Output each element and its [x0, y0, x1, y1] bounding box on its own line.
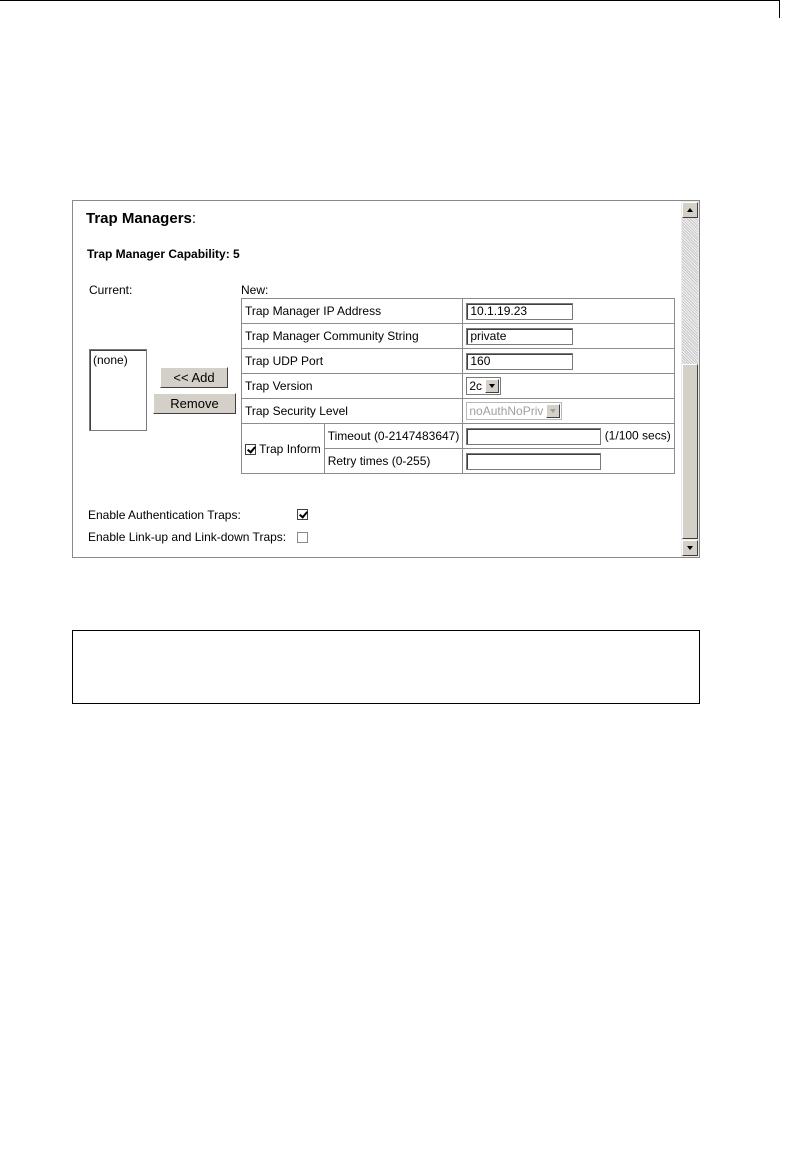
- table-row: [242, 324, 675, 349]
- udp-port-cell: [463, 349, 674, 374]
- community-cell: [463, 324, 674, 349]
- timeout-cell: [463, 424, 674, 449]
- title-colon: :: [191, 210, 197, 227]
- ip-address-label: Trap Manager IP Address: [242, 299, 463, 324]
- add-button[interactable]: << Add: [160, 367, 228, 388]
- version-select[interactable]: [466, 377, 501, 395]
- note-box: [72, 630, 700, 704]
- udp-port-label: Trap UDP Port: [242, 349, 463, 374]
- enable-link-traps-label: Enable Link-up and Link-down Traps:: [88, 530, 287, 544]
- retry-input[interactable]: [466, 453, 601, 470]
- security-level-select: [466, 402, 562, 420]
- security-label: Trap Security Level: [242, 399, 463, 424]
- page-title: [86, 210, 196, 227]
- udp-port-input[interactable]: 160: [466, 353, 573, 370]
- trap-inform-checkbox[interactable]: [245, 444, 256, 455]
- page-corner-mark: [779, 0, 780, 18]
- list-item[interactable]: (none): [93, 353, 128, 367]
- timeout-input[interactable]: [466, 428, 601, 445]
- trap-inform-cell: [242, 424, 325, 474]
- scroll-track[interactable]: [682, 218, 698, 364]
- version-value: 2c: [469, 379, 483, 393]
- trap-inform-label: Trap Inform: [259, 441, 321, 456]
- scroll-down-icon[interactable]: [682, 540, 698, 556]
- chevron-down-icon: [546, 404, 560, 418]
- panel-content: [73, 201, 681, 557]
- enable-auth-traps-label: Enable Authentication Traps:: [88, 508, 241, 522]
- security-level-value: noAuthNoPriv: [469, 404, 544, 418]
- remove-button[interactable]: Remove: [153, 393, 236, 414]
- new-trap-manager-table: [241, 298, 675, 474]
- title-text: Trap Managers: [86, 210, 192, 227]
- vertical-scrollbar[interactable]: [681, 201, 699, 557]
- retry-cell: [463, 449, 674, 474]
- security-cell: [463, 399, 674, 424]
- table-row: [242, 299, 675, 324]
- table-row: [242, 349, 675, 374]
- chevron-down-icon[interactable]: [485, 379, 499, 393]
- new-label: New:: [241, 283, 269, 297]
- scroll-up-icon[interactable]: [682, 202, 698, 218]
- table-row: [242, 374, 675, 399]
- community-input[interactable]: private: [466, 328, 573, 345]
- retry-label: Retry times (0-255): [324, 449, 463, 474]
- timeout-label: Timeout (0-2147483647): [324, 424, 463, 449]
- table-row: [242, 399, 675, 424]
- enable-link-traps-checkbox[interactable]: [297, 532, 308, 543]
- trap-managers-panel: [72, 200, 700, 558]
- scroll-thumb[interactable]: [682, 364, 698, 539]
- ip-address-cell: [463, 299, 674, 324]
- timeout-unit: (1/100 secs): [604, 428, 671, 443]
- version-label: Trap Version: [242, 374, 463, 399]
- community-label: Trap Manager Community String: [242, 324, 463, 349]
- ip-address-input[interactable]: 10.1.19.23: [466, 303, 573, 320]
- current-label: Current:: [89, 283, 133, 297]
- page-top-rule: [0, 0, 780, 1]
- enable-auth-traps-checkbox[interactable]: [297, 509, 308, 520]
- table-row: [242, 424, 675, 449]
- current-managers-list[interactable]: [89, 349, 147, 431]
- version-cell: [463, 374, 674, 399]
- trap-manager-capability: Trap Manager Capability: 5: [87, 247, 240, 261]
